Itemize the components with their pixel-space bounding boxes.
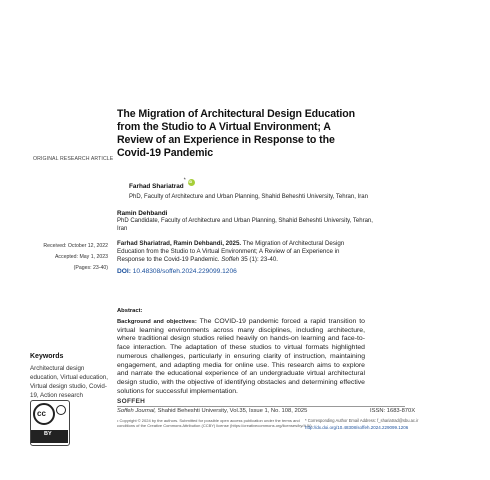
journal-name: Soffeh Journal, (117, 408, 156, 414)
citation (117, 240, 367, 264)
orcid-icon[interactable] (188, 179, 195, 186)
footer-doi-link[interactable]: http://dx.doi.org/10.48308/soffeh.2024.229099.1206 (305, 425, 409, 430)
doi-value: 10.48308/soffeh.2024.229099.1206 (132, 268, 237, 275)
accepted-date: Accepted: May 1, 2023 (54, 254, 108, 260)
abstract-lead: Background and objectives: (117, 319, 197, 325)
by-text: BY (44, 431, 52, 437)
author-2-affiliation: PhD Candidate, Faculty of Architecture and Urban Planning, Shahid Beheshti University, Tehran, Iran (117, 218, 373, 232)
citation-authors: Farhad Shariatrad, Ramin Dehbandi, 2025. (117, 240, 242, 247)
author-1-affiliation: PhD, Faculty of Architecture and Urban Planning, Shahid Beheshti University, Tehran, Iran (129, 194, 368, 200)
page-range: (Pages: 23-40) (73, 265, 108, 271)
journal-brand: SOFFEH (117, 398, 146, 405)
article-title: The Migration of Architectural Design Education from the Studio to A Virtual Environment; A Review of an Experience in Response to the Covid-19 Pandemic (117, 108, 355, 159)
cc-text: cc (37, 409, 46, 418)
author-1-name: Farhad Shariatrad (129, 183, 184, 190)
doi-link[interactable] (117, 268, 237, 275)
citation-volume: 35 (1): 23-40. (239, 256, 278, 263)
corresponding-author: * Corresponding Author Email Address: f_shariatrad@sbu.ac.ir (305, 418, 419, 423)
citation-text: The Migration of Architectural Design Education from the Studio to A Virtual Environment; A Review of an Experience in Response to the Covid-19 Pandemic. (117, 240, 345, 263)
abstract-heading: Abstract: (117, 308, 143, 314)
copyright-notice: • Copyright © 2024 by the authors. Submitted for possible open access publication under the terms and conditions of the Creative Commons Attribution (CCBY) license (https://creativecommons.org/licenses/by/4.0/). (117, 418, 313, 428)
corresponding-marker: * (183, 177, 186, 184)
abstract-body (117, 318, 365, 396)
footer-divider (117, 406, 405, 407)
article-dates (22, 241, 108, 274)
journal-details: Shahid Beheshti University, Vol.35, Issue 1, No. 108, 2025 (156, 408, 308, 414)
keywords-heading: Keywords (30, 353, 64, 360)
author-2 (117, 210, 377, 233)
citation-journal: Soffeh (221, 256, 240, 263)
article-type: ORIGINAL RESEARCH ARTICLE (33, 156, 114, 162)
keywords-list: Architectural design education, Virtual education, Virtual design studio, Covid-19, Action research (30, 365, 108, 399)
author-1 (129, 175, 379, 201)
doi-label: DOI: (117, 268, 131, 275)
author-2-name: Ramin Dehbandi (117, 210, 168, 217)
issn: ISSN: 1683-870X (370, 408, 416, 414)
journal-info (117, 408, 307, 414)
abstract-text: The COVID-19 pandemic forced a rapid transition to virtual learning environments across many disciplines, including architecture, where traditional design studios relied heavily on hands-on learning and face-to-face interaction. The adaptation of these studios to virtual formats highlighted numerous challenges, particularly in ensuring clarity of instruction, maintaining engagement, and adapting media for online use. This research aims to explore and narrate the educational experience of an undergraduate virtual architectural design studio, with the objective of identifying obstacles and determining effective solutions for successful implementation. (117, 318, 365, 395)
received-date: Received: October 12, 2022 (43, 243, 108, 249)
attribution-person-icon (56, 405, 66, 415)
